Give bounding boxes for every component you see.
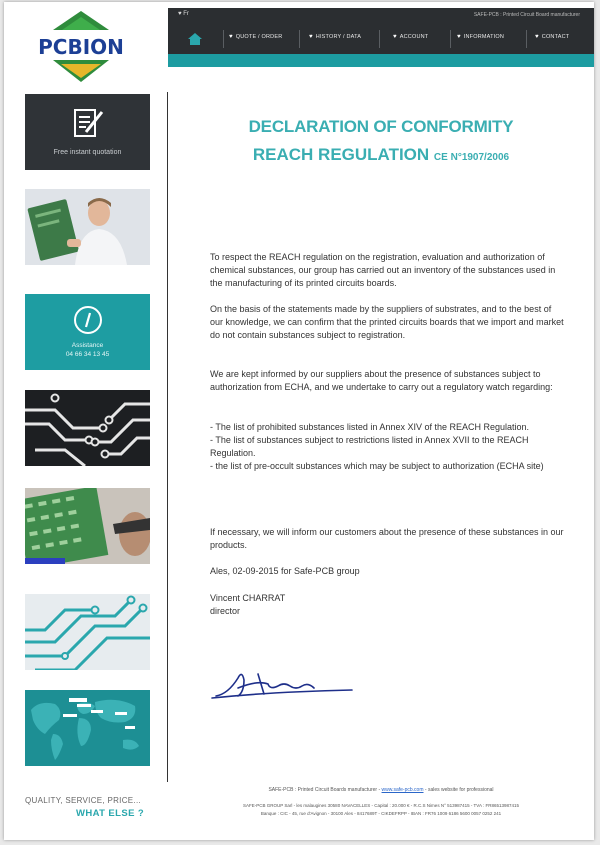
nav-label: INFORMATION xyxy=(463,34,505,40)
logo-wordmark: PCBION xyxy=(38,35,124,59)
home-icon[interactable] xyxy=(188,33,202,45)
assistance-title: Assistance xyxy=(71,342,104,349)
heart-icon: ♥ xyxy=(393,34,397,40)
dateline: Ales, 02-09-2015 for Safe-PCB group xyxy=(210,566,360,576)
slogan-line-1: QUALITY, SERVICE, PRICE... xyxy=(25,796,141,805)
quote-tile[interactable] xyxy=(25,94,150,170)
assistance-label xyxy=(25,341,150,359)
nav-separator xyxy=(379,30,380,48)
doc-title-line-1: DECLARATION OF CONFORMITY xyxy=(248,117,514,136)
paragraph-intro: To respect the REACH regulation on the registration, evaluation and authorization of chemical substances, our group has carried out an inventory of the substances used in the manufacturing of its printed circuits boards. xyxy=(210,252,556,289)
doc-title-regulation: REACH REGULATION xyxy=(252,145,430,164)
top-bar xyxy=(168,8,594,24)
sidebar xyxy=(4,2,164,840)
world-map-tile[interactable] xyxy=(25,690,150,766)
signer-role: director xyxy=(210,606,241,616)
pcbion-logo[interactable] xyxy=(26,8,136,88)
heart-icon: ♥ xyxy=(229,34,233,40)
footer-website-link[interactable]: www.safe-pcb.com xyxy=(381,787,424,793)
assistance-phone: 04 66 34 13 45 xyxy=(65,351,110,358)
nav-information[interactable] xyxy=(457,34,504,40)
nav-separator xyxy=(526,30,527,48)
paragraph-inform: If necessary, we will inform our customers about the presence of these substances in our products. xyxy=(210,527,564,551)
nav-label: ACCOUNT xyxy=(399,34,429,40)
nav-contact[interactable] xyxy=(535,34,569,40)
nav-separator xyxy=(450,30,451,48)
list-item-annex-xiv: - The list of prohibited substances listed in Annex XIV of the REACH Regulation. xyxy=(210,422,530,432)
signer-name: Vincent CHARRAT xyxy=(210,593,286,603)
nav-history-data[interactable] xyxy=(309,34,361,40)
list-item-annex-xvii: - The list of substances subject to restrictions listed in Annex XVII to the REACH Regulation. xyxy=(210,435,529,459)
info-icon xyxy=(72,304,104,336)
signature-image xyxy=(208,658,358,706)
paragraph-echa: We are kept informed by our suppliers about the presence of substances subject to authorization from ECHA, and we undertake to carry out a regulatory watch regarding: xyxy=(210,369,553,393)
heart-icon: ♥ xyxy=(178,11,182,17)
quote-form-icon xyxy=(71,106,105,140)
heart-icon: ♥ xyxy=(535,34,539,40)
language-label: Fr xyxy=(183,11,189,17)
list-item-pre-occult: - the list of pre-occult substances which may be subject to authorization (ECHA site) xyxy=(210,461,544,471)
paragraph-statements: On the basis of the statements made by the suppliers of substrates, and to the best of our knowledge, we can confirm that the printed circuits boards that we import and market do not contain substances subject to registration. xyxy=(210,304,564,341)
assistance-tile[interactable] xyxy=(25,294,150,370)
footer-suffix: - sales website for professional xyxy=(423,787,494,793)
nav-label: HISTORY / DATA xyxy=(315,34,362,40)
doc-title-reference: CE N°1907/2006 xyxy=(433,152,510,163)
nav-accent-strip xyxy=(168,54,594,67)
nav-separator xyxy=(299,30,300,48)
nav-separator xyxy=(223,30,224,48)
nav-label: CONTACT xyxy=(541,34,570,40)
nav-label: QUOTE / ORDER xyxy=(235,34,283,40)
circuit-dark-tile[interactable] xyxy=(25,390,150,466)
footer-prefix: SAFE-PCB : Printed Circuit Boards manufacturer - xyxy=(268,787,382,793)
heart-icon: ♥ xyxy=(457,34,461,40)
nav-quote-order[interactable] xyxy=(229,34,282,40)
footer-line-3: Banque : CIC - 45, rue d'Avignon - 30100 Ales - 8417689T - CIKDEFRPP - IBAN : FR76 1009 6186 5600 0057 0252 241 xyxy=(260,811,502,816)
nav-account[interactable] xyxy=(393,34,428,40)
header-tagline: SAFE-PCB : Printed Circuit Board manufacturer xyxy=(473,12,580,18)
pcb-photo-tile[interactable] xyxy=(25,488,150,564)
sidebar-divider xyxy=(167,92,168,782)
footer-line-2: SAFE-PCB GROUP Sarl - les malaugines 30580 NAVACELLES - Capital : 20.000 € - R.C.S Nimes N° 513987415 - TVA : FR86513987415 xyxy=(242,803,520,808)
engineer-photo-tile[interactable] xyxy=(25,189,150,265)
doc-title-line-2 xyxy=(168,145,594,165)
document-page xyxy=(4,2,594,840)
circuit-light-tile[interactable] xyxy=(25,594,150,670)
slogan-line-2: WHAT ELSE ? xyxy=(76,808,145,819)
language-switch[interactable] xyxy=(178,11,189,17)
main-nav xyxy=(168,24,594,54)
quote-tile-label: Free instant quotation xyxy=(53,149,122,156)
footer-line-1 xyxy=(168,787,594,793)
heart-icon: ♥ xyxy=(309,34,313,40)
